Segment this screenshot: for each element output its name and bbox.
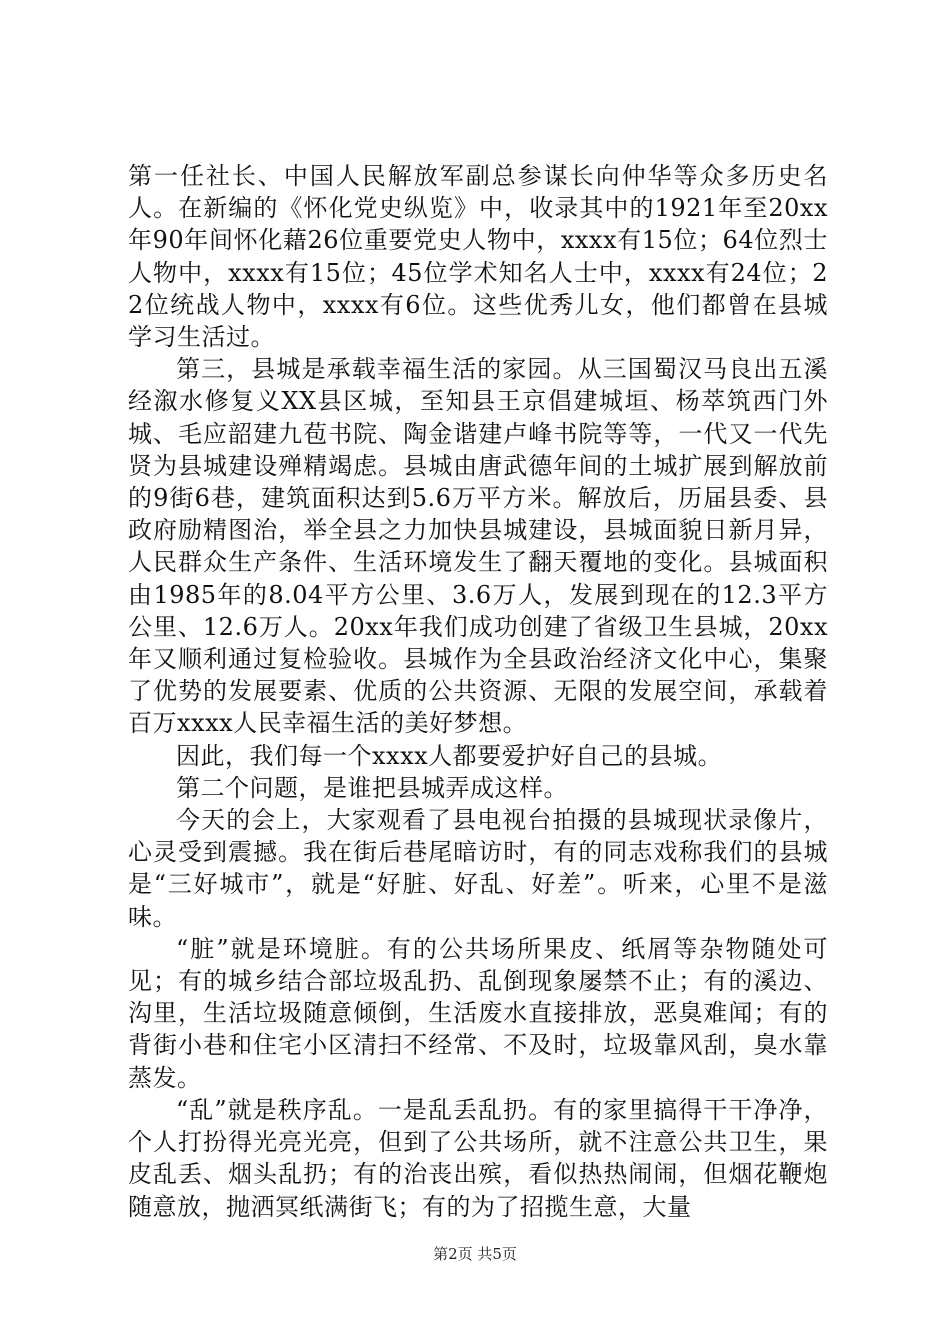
paragraph-1: 第一任社长、中国人民解放军副总参谋长向仲华等众多历史名人。在新编的《怀化党史纵览》中，收录其中的1921年至20xx年90年间怀化藉26位重要党史人物中，xxxx有15位；64位烈士人物中，xxxx有15位；45位学术知名人士中，xxxx有24位；22位统战人物中，xxxx有6位。这些优秀儿女，他们都曾在县城学习生活过。 [128,162,828,352]
document-body [128,160,828,1223]
paragraph-6: “脏”就是环境脏。有的公共场所果皮、纸屑等杂物随处可见；有的城乡结合部垃圾乱扔、乱倒现象屡禁不止；有的溪边、沟里，生活垃圾随意倾倒，生活废水直接排放，恶臭难闻；有的背街小巷和住宅小区清扫不经常、不及时，垃圾靠风刮，臭水靠蒸发。 [128,934,828,1092]
paragraph-3: 因此，我们每一个xxxx人都要爱护好自己的县城。 [176,741,723,770]
paragraph-5: 今天的会上，大家观看了县电视台拍摄的县城现状录像片，心灵受到震撼。我在街后巷尾暗访时，有的同志戏称我们的县城是“三好城市”，就是“好脏、好乱、好差”。听来，心里不是滋味。 [128,806,828,931]
page-footer: 第2页 共5页 [433,1245,517,1263]
paragraph-2: 第三，县城是承载幸福生活的家园。从三国蜀汉马良出五溪经溆水修复义XX县区城，至知县王京倡建城垣、杨萃筑西门外城、毛应韶建九苞书院、陶金谐建卢峰书院等等，一代又一代先贤为县城建设殚精竭虑。县城由唐武德年间的土城扩展到解放前的9街6巷，建筑面积达到5.6万平方米。解放后，历届县委、县政府励精图治，举全县之力加快县城建设，县城面貌日新月异，人民群众生产条件、生活环境发生了翻天覆地的变化。县城面积由1985年的8.04平方公里、3.6万人，发展到现在的12.3平方公里、12.6万人。20xx年我们成功创建了省级卫生县城，20xx年又顺利通过复检验收。县城作为全县政治经济文化中心，集聚了优势的发展要素、优质的公共资源、无限的发展空间，承载着百万xxxx人民幸福生活的美好梦想。 [128,355,828,738]
paragraph-7: “乱”就是秩序乱。一是乱丢乱扔。有的家里搞得干干净净，个人打扮得光亮光亮，但到了公共场所，就不注意公共卫生，果皮乱丢、烟头乱扔；有的治丧出殡，看似热热闹闹，但烟花鞭炮随意放，抛洒冥纸满街飞；有的为了招揽生意，大量 [128,1095,828,1221]
paragraph-4: 第二个问题，是谁把县城弄成这样。 [176,773,568,802]
